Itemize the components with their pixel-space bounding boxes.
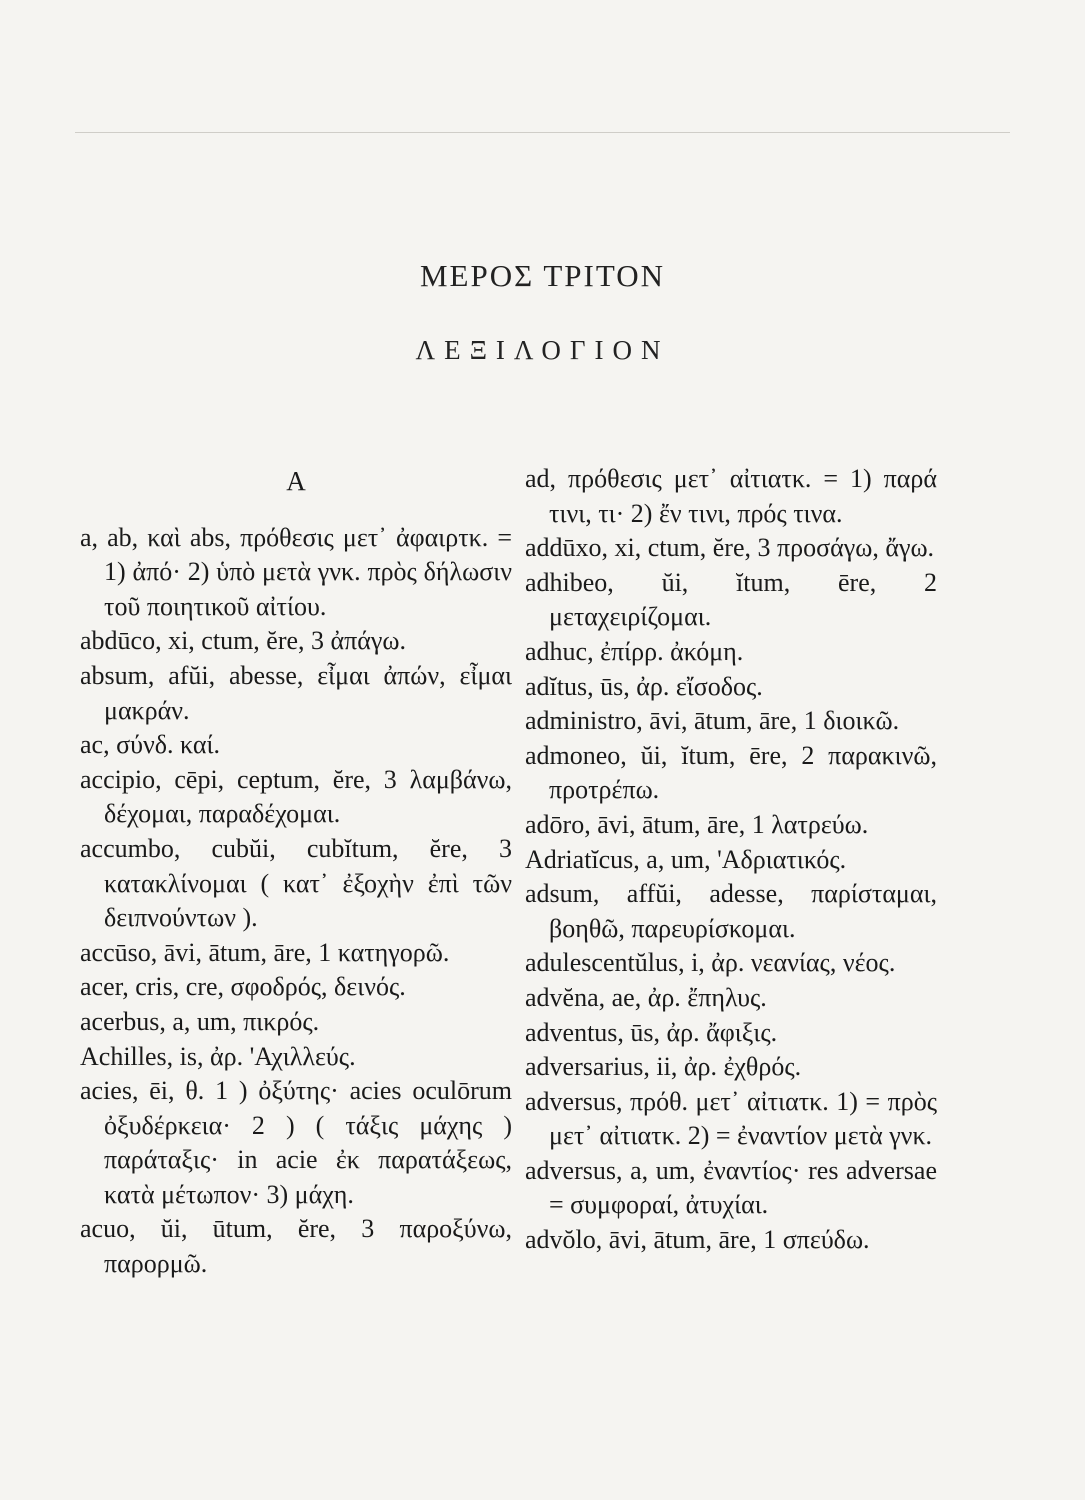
dictionary-entry: accumbo, cubŭi, cubĭtum, ĕre, 3 κατακλίνομαι ( κατ᾽ ἐξοχὴν ἐπὶ τῶν δειπνούντων ). [80, 833, 512, 933]
dictionary-entry: Achilles, is, ἀρ. 'Αχιλλεύς. [80, 1041, 356, 1071]
dictionary-entry: a, ab, καὶ abs, πρόθεσις μετ᾽ ἀφαιρτκ. = 1) ἀπό· 2) ὑπὸ μετὰ γνκ. πρὸς δήλωσιν τοῦ ποιητικοῦ αἰτίου. [80, 522, 512, 621]
dictionary-entry: Adriatĭcus, a, um, 'Αδριατικός. [525, 844, 847, 874]
left-column [80, 462, 512, 1282]
dictionary-entry: advŏlo, āvi, ātum, āre, 1 σπεύδω. [525, 1225, 870, 1255]
dictionary-entry: adversarius, ii, ἀρ. ἐχθρός. [525, 1052, 802, 1082]
dictionary-entry: acerbus, a, um, πικρός. [80, 1006, 320, 1036]
dictionary-entry: adĭtus, ūs, ἀρ. εἴσοδος. [525, 671, 763, 701]
dictionary-entry: absum, afŭi, abesse, εἶμαι ἀπών, εἶμαι μακράν. [80, 660, 512, 725]
page-title: ΜΕΡΟΣ ΤΡΙΤΟΝ [419, 258, 665, 293]
dictionary-entry: adhuc, ἐπίρρ. ἀκόμη. [525, 636, 744, 666]
dictionary-entry: acer, cris, cre, σφοδρός, δεινός. [80, 972, 406, 1002]
dictionary-entry: adsum, affŭi, adesse, παρίσταμαι, βοηθῶ, παρευρίσκομαι. [525, 879, 937, 943]
dictionary-entry: advĕna, ae, ἀρ. ἔπηλυς. [525, 982, 767, 1012]
dictionary-entry: ac, σύνδ. καί. [80, 730, 220, 760]
dictionary-entry: acies, ēi, θ. 1 ) ὀξύτης· acies oculōrum ὀξυδέρκεια· 2 ) ( τάξις μάχης ) παράταξις· in acie ἐκ παρατάξεως, κατὰ μέτωπον· 3) μάχη. [80, 1076, 512, 1209]
header-rule [75, 132, 1010, 133]
right-column [525, 462, 937, 1258]
dictionary-entry: adventus, ūs, ἀρ. ἄφιξις. [525, 1017, 778, 1047]
dictionary-entry: acuo, ŭi, ūtum, ĕre, 3 παροξύνω, παρορμῶ. [80, 1214, 512, 1279]
dictionary-entry: accūso, āvi, ātum, āre, 1 κατηγορῶ. [80, 937, 450, 967]
dictionary-entry: abdūco, xi, ctum, ĕre, 3 ἀπάγω. [80, 626, 407, 656]
dictionary-entry: admoneo, ŭi, ĭtum, ēre, 2 παρακινῶ, προτρέπω. [525, 740, 937, 805]
page-subtitle: ΛΕΞΙΛΟΓΙΟΝ [415, 335, 670, 365]
dictionary-entry: adulescentŭlus, i, ἀρ. νεανίας, νέος. [525, 948, 896, 978]
dictionary-entry: accipio, cēpi, ceptum, ĕre, 3 λαμβάνω, δέχομαι, παραδέχομαι. [80, 764, 512, 829]
dictionary-entry: adhibeo, ŭi, ĭtum, ēre, 2 μεταχειρίζομαι. [525, 567, 937, 632]
dictionary-entry: adversus, πρόθ. μετ᾽ αἰτιατκ. 1) = πρὸς μετ᾽ αἰτιατκ. 2) = ἐναντίον μετὰ γνκ. [525, 1086, 937, 1151]
dictionary-entry: administro, āvi, ātum, āre, 1 διοικῶ. [525, 706, 900, 736]
dictionary-entry: adversus, a, um, ἐναντίος· res adversae = συμφοραί, ἀτυχίαι. [525, 1155, 937, 1220]
dictionary-entry: ad, πρόθεσις μετ᾽ αἰτιατκ. = 1) παρά τινι, τι· 2) ἔν τινι, πρός τινα. [525, 464, 937, 528]
section-letter: Α [286, 466, 306, 496]
dictionary-entry: adōro, āvi, ātum, āre, 1 λατρεύω. [525, 809, 869, 839]
dictionary-entry: addūxo, xi, ctum, ĕre, 3 προσάγω, ἄγω. [525, 533, 935, 563]
